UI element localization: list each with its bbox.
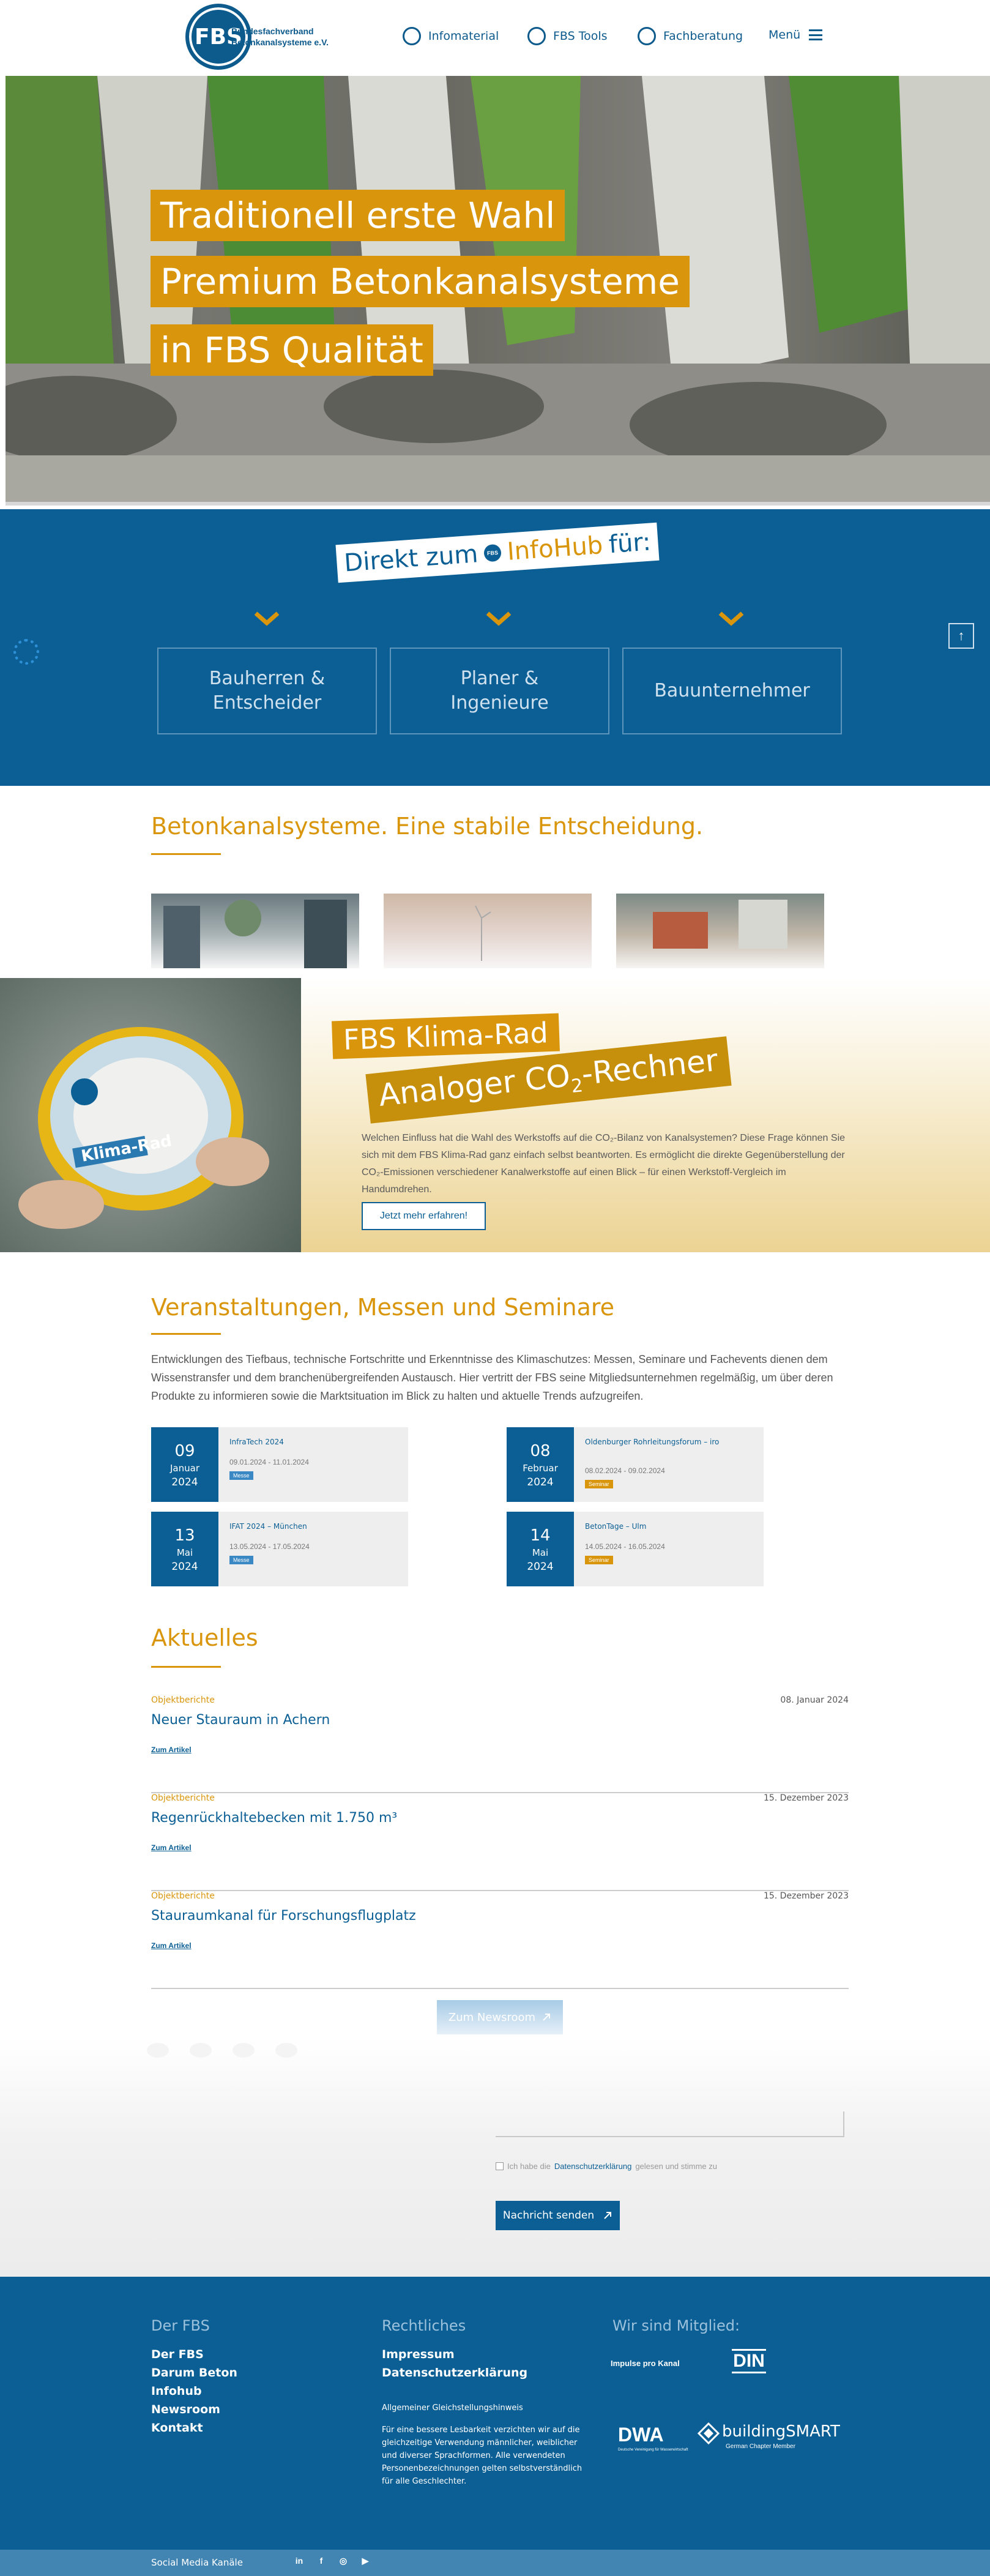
heading-underline xyxy=(151,853,221,855)
circle-icon xyxy=(403,27,421,45)
teaser-image-windpark[interactable] xyxy=(384,894,592,968)
klima-title-2-post: -Rechner xyxy=(579,1042,720,1092)
news-item xyxy=(151,1891,849,1989)
event-date xyxy=(507,1512,574,1586)
box-label-line-2: Ingenieure xyxy=(450,692,549,714)
infohub-box-label xyxy=(450,666,548,715)
event-tag: Seminar xyxy=(585,1480,613,1488)
event-range: 08.02.2024 - 09.02.2024 xyxy=(585,1466,665,1475)
news-date: 15. Dezember 2023 xyxy=(763,1793,849,1803)
buildingsmart-logo[interactable]: buildingSMART xyxy=(722,2422,840,2441)
event-card[interactable] xyxy=(151,1512,408,1586)
dwa-logo-subtitle: Deutsche Vereinigung für Wasserwirtschaft xyxy=(618,2448,688,2452)
buildings-image xyxy=(616,894,824,968)
news-title[interactable]: Neuer Stauraum in Achern xyxy=(151,1712,330,1728)
betonkanal-heading: Betonkanalsysteme. Eine stabile Entscheidung. xyxy=(151,813,704,840)
klima-rad-badge: Klima-Rad xyxy=(80,1132,174,1166)
event-tag: Messe xyxy=(229,1556,253,1564)
event-title: Oldenburger Rohrleitungsforum – iro xyxy=(585,1438,720,1446)
footer-heading-legal: Rechtliches xyxy=(382,2317,466,2334)
news-date: 15. Dezember 2023 xyxy=(763,1891,849,1901)
event-date xyxy=(507,1427,574,1502)
news-category[interactable]: Objektberichte xyxy=(151,1793,215,1803)
scroll-to-top-button[interactable] xyxy=(948,623,974,649)
privacy-consent[interactable] xyxy=(496,2162,717,2171)
footer-link[interactable]: Datenschutzerklärung xyxy=(382,2366,528,2380)
hamburger-icon xyxy=(809,29,822,40)
event-month: Januar xyxy=(170,1463,199,1474)
event-tag: Messe xyxy=(229,1471,253,1480)
footer-link[interactable]: Der FBS xyxy=(151,2348,204,2361)
news-category[interactable]: Objektberichte xyxy=(151,1695,215,1705)
infohub-section xyxy=(0,509,990,786)
news-read-link[interactable]: Zum Artikel xyxy=(151,1745,192,1754)
consent-text-pre: Ich habe die xyxy=(507,2162,551,2171)
event-range: 13.05.2024 - 17.05.2024 xyxy=(229,1542,310,1551)
event-month: Mai xyxy=(532,1547,549,1558)
heading-underline xyxy=(151,1333,221,1335)
arrow-up-right-icon xyxy=(603,2211,612,2220)
event-day: 09 xyxy=(174,1442,195,1460)
equality-notice-text xyxy=(382,2424,582,2488)
event-day: 13 xyxy=(174,1526,195,1545)
infohub-title-pre: Direkt zum xyxy=(343,540,479,578)
hero-line-1: Traditionell erste Wahl xyxy=(151,190,565,241)
site-footer xyxy=(0,2277,990,2550)
nav-fbs-tools[interactable] xyxy=(527,27,608,45)
contact-form-section xyxy=(0,2038,990,2277)
event-card[interactable] xyxy=(151,1427,408,1502)
event-year: 2024 xyxy=(171,1476,198,1488)
site-header xyxy=(0,0,990,76)
footer-link[interactable]: Darum Beton xyxy=(151,2366,237,2380)
event-title: BetonTage – Ulm xyxy=(585,1522,647,1531)
message-textarea[interactable] xyxy=(496,2111,844,2137)
newsroom-label: Zum Newsroom xyxy=(448,2010,536,2024)
youtube-icon[interactable]: ▶ xyxy=(362,2556,369,2566)
event-day: 08 xyxy=(530,1442,551,1460)
footer-link[interactable]: Impressum xyxy=(382,2348,455,2361)
notice-line: und diverser Sprachformen. Alle verwendeten xyxy=(382,2451,565,2460)
box-label-line-1: Planer & xyxy=(460,668,539,689)
brand-line-1: Bundesfachverband xyxy=(231,26,314,36)
notice-line: Für eine bessere Lesbarkeit verzichten wir auf die xyxy=(382,2425,580,2435)
events-intro: Entwicklungen des Tiefbaus, technische Fortschritte und Erkenntnisse des Klimaschutzes: Messen, Seminare und Fachevents dienen dem Wissenstransfer und dem branchenübergreifenden Austausch. Hier vertritt der FBS seine Mitgliedsunternehmen regelmäßig, um über deren Produkte zu informieren sowie die Marktsituation im Blick zu halten und aktuelle Trends aufzugreifen. xyxy=(151,1353,833,1402)
news-date: 08. Januar 2024 xyxy=(780,1695,849,1705)
menu-button[interactable] xyxy=(769,28,822,42)
buildingsmart-subtitle: German Chapter Member xyxy=(726,2443,795,2450)
events-heading: Veranstaltungen, Messen und Seminare xyxy=(151,1294,615,1321)
event-range: 09.01.2024 - 11.01.2024 xyxy=(229,1458,309,1466)
instagram-icon[interactable]: ◎ xyxy=(339,2556,348,2566)
send-label: Nachricht senden xyxy=(502,2209,595,2222)
news-item xyxy=(151,1695,849,1793)
footer-link[interactable]: Infohub xyxy=(151,2384,202,2398)
newsroom-button[interactable] xyxy=(437,2000,563,2034)
news-read-link[interactable]: Zum Artikel xyxy=(151,1941,192,1950)
box-label-line-1: Bauunternehmer xyxy=(654,680,810,701)
chevron-down-icon xyxy=(253,611,280,627)
privacy-link[interactable]: Datenschutzerklärung xyxy=(554,2162,632,2171)
city-image xyxy=(151,894,359,968)
infohub-box-label xyxy=(654,679,810,703)
wind-turbine-image xyxy=(384,894,592,968)
box-label-line-2: Entscheider xyxy=(212,692,322,714)
circle-icon xyxy=(638,27,656,45)
news-title[interactable]: Stauraumkanal für Forschungsflugplatz xyxy=(151,1908,416,1924)
din-logo[interactable]: DIN xyxy=(732,2349,766,2373)
nav-label: Fachberatung xyxy=(663,29,743,43)
hero-border xyxy=(6,502,990,506)
klima-more-button[interactable]: Jetzt mehr erfahren! xyxy=(362,1202,486,1230)
news-category[interactable]: Objektberichte xyxy=(151,1891,215,1901)
facebook-icon[interactable]: f xyxy=(319,2556,323,2566)
accessibility-widget-icon[interactable] xyxy=(13,639,39,665)
infohub-title xyxy=(335,523,659,583)
klima-rad-disc-image xyxy=(0,978,301,1252)
notice-line: für alle Geschlechter. xyxy=(382,2477,467,2486)
event-date xyxy=(151,1427,218,1502)
event-title: IFAT 2024 – München xyxy=(229,1522,307,1531)
infohub-title-hub: InfoHub xyxy=(506,531,604,566)
arrow-up-icon: ↑ xyxy=(958,628,965,643)
event-card[interactable] xyxy=(507,1427,764,1502)
event-range: 14.05.2024 - 16.05.2024 xyxy=(585,1542,665,1551)
event-card[interactable] xyxy=(507,1512,764,1586)
klima-title-1: FBS Klima-Rad xyxy=(332,1014,560,1059)
heading-underline xyxy=(151,1666,221,1668)
event-day: 14 xyxy=(530,1526,551,1545)
news-item xyxy=(151,1793,849,1891)
circle-icon xyxy=(527,27,546,45)
brand-line-2: Betonkanalsysteme e.V. xyxy=(231,37,329,47)
box-label-line-1: Bauherren & xyxy=(209,668,326,689)
slider-dot[interactable] xyxy=(190,2043,212,2058)
nav-fachberatung[interactable] xyxy=(638,27,743,45)
klima-description: Welchen Einfluss hat die Wahl des Werkstoffs auf die CO₂-Bilanz von Kanalsystemen? Diese Frage können Sie sich mit dem FBS Klima-Rad ganz einfach selbst beantworten. Es ermöglicht die direkte Gegenüberstellung der CO₂-Emissionen verschiedener Kanalwerkstoffe auf einen Blick – für einen Werkstoff-Vergleich im Handumdrehen. xyxy=(362,1133,846,1195)
footer-heading-members: Wir sind Mitglied: xyxy=(612,2317,740,2334)
infohub-planer-button[interactable] xyxy=(390,648,609,734)
chevron-down-icon xyxy=(718,611,745,627)
notice-line: Personenbezeichnungen gelten selbstverständlich xyxy=(382,2464,582,2473)
klima-title-2-sub: 2 xyxy=(570,1075,584,1098)
footer-heading-fbs: Der FBS xyxy=(151,2317,210,2334)
notice-line: gleichzeitige Verwendung männlicher, weiblicher xyxy=(382,2438,578,2447)
infohub-title-post: für: xyxy=(608,528,652,559)
social-media-bar xyxy=(0,2550,990,2576)
menu-label: Menü xyxy=(769,28,801,42)
hero-banner xyxy=(6,76,990,506)
equality-notice-title: Allgemeiner Gleichstellungshinweis xyxy=(382,2403,523,2413)
news-title[interactable]: Regenrückhaltebecken mit 1.750 m³ xyxy=(151,1810,398,1826)
dwa-logo[interactable]: DWA xyxy=(618,2424,664,2446)
event-year: 2024 xyxy=(171,1561,198,1573)
fbs-mini-logo-icon: FBS xyxy=(483,544,502,562)
arrow-up-right-icon xyxy=(542,2012,551,2022)
slider-dot[interactable] xyxy=(275,2043,297,2058)
event-title: InfraTech 2024 xyxy=(229,1438,284,1446)
klima-title-2-pre: Analoger CO xyxy=(377,1058,572,1113)
slider-dot[interactable] xyxy=(147,2043,169,2058)
teaser-image-city[interactable] xyxy=(151,894,359,968)
klima-rad-photo xyxy=(0,978,301,1252)
infohub-box-label xyxy=(209,666,325,715)
event-year: 2024 xyxy=(527,1561,554,1573)
infohub-bauherren-button[interactable] xyxy=(157,648,377,734)
event-date xyxy=(151,1512,218,1586)
event-month: Februar xyxy=(523,1463,558,1474)
send-message-button[interactable] xyxy=(496,2201,620,2230)
infohub-bauunternehmer-button[interactable] xyxy=(622,648,842,734)
slider-dot[interactable] xyxy=(233,2043,255,2058)
impulse-pro-kanal-logo[interactable]: Impulse pro Kanal xyxy=(611,2359,680,2368)
footer-link[interactable]: Newsroom xyxy=(151,2403,220,2416)
news-heading: Aktuelles xyxy=(151,1624,258,1651)
linkedin-icon[interactable]: in xyxy=(295,2556,303,2566)
brand-name[interactable] xyxy=(231,26,329,48)
footer-link[interactable]: Kontakt xyxy=(151,2421,203,2435)
event-year: 2024 xyxy=(527,1476,554,1488)
nav-infomaterial[interactable] xyxy=(403,27,499,45)
hero-line-2: Premium Betonkanalsysteme xyxy=(151,256,690,307)
social-media-label: Social Media Kanäle xyxy=(151,2557,243,2568)
event-month: Mai xyxy=(176,1547,193,1558)
chevron-down-icon xyxy=(485,611,512,627)
nav-label: FBS Tools xyxy=(553,29,608,43)
news-read-link[interactable]: Zum Artikel xyxy=(151,1843,192,1852)
hero-line-3: in FBS Qualität xyxy=(151,324,433,376)
buildingsmart-icon xyxy=(698,2422,720,2444)
consent-text-post: gelesen und stimme zu xyxy=(635,2162,717,2171)
logo-text: FBS xyxy=(195,24,242,50)
klima-rad-section xyxy=(0,978,990,1252)
nav-label: Infomaterial xyxy=(428,29,499,43)
event-tag: Seminar xyxy=(585,1556,613,1564)
consent-checkbox[interactable] xyxy=(496,2162,504,2170)
teaser-image-buildings[interactable] xyxy=(616,894,824,968)
